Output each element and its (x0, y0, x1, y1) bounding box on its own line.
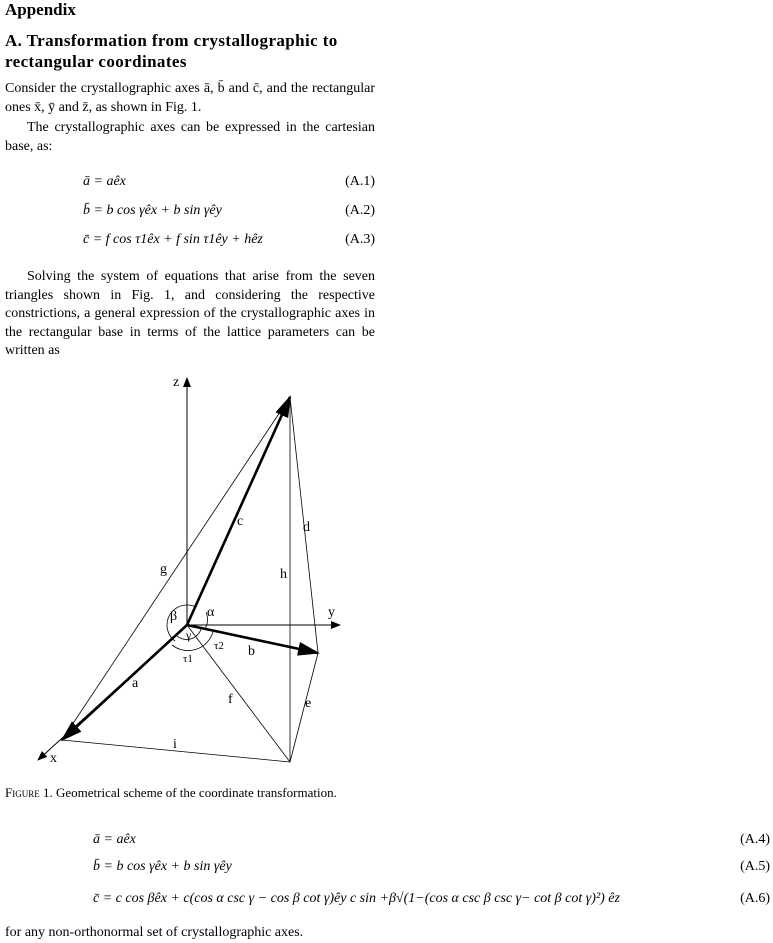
label-tau1: τ1 (183, 653, 193, 665)
label-h: h (280, 567, 287, 582)
equation-number: (A.5) (740, 859, 770, 874)
closing-text: for any non-orthonormal set of crystallographic axes. (5, 925, 304, 940)
paragraph-cartesian: The crystallographic axes can be expressed in the cartesian base, as: (5, 120, 375, 154)
figure-labels (50, 375, 335, 766)
paragraph-solving: Solving the system of equations that arise from the seven triangles shown in Fig. 1, and considering the respective constrictions, a general expression of the crystallographic axes in the rectangular base in terms of the lattice parameters can be written as (5, 269, 375, 358)
geometry-figure (0, 365, 380, 775)
caption-text: Geometrical scheme of the coordinate transformation. (55, 785, 337, 800)
equation-number: (A.2) (345, 203, 375, 218)
equation-expr: c̄ = f cos τ1êx + f sin τ1êy + hêz (83, 232, 263, 247)
paragraph-intro: Consider the crystallographic axes ā, b̄ and c̄, and the rectangular ones x̄, ȳ and z̄, as shown in Fig. 1. (5, 81, 375, 115)
label-tau2: τ2 (214, 640, 224, 652)
label-alpha: α (207, 605, 215, 620)
label-b: b (248, 644, 255, 659)
figure-caption (5, 785, 337, 801)
label-f: f (228, 692, 233, 707)
label-gamma: γ (186, 628, 192, 642)
label-g: g (160, 562, 167, 577)
edge-f (187, 625, 290, 762)
equation-number: (A.6) (740, 891, 770, 906)
vector-c (187, 397, 290, 625)
edge-g (62, 397, 290, 740)
equation-a6 (93, 891, 770, 907)
label-y: y (328, 605, 335, 620)
equation-a1 (83, 174, 375, 190)
edge-e (290, 653, 318, 762)
equation-number: (A.3) (345, 232, 375, 247)
equation-a3 (83, 232, 375, 248)
equation-expr: b̄ = b cos γêx + b sin γêy (83, 203, 222, 218)
label-a: a (132, 676, 139, 691)
axes (38, 378, 340, 760)
label-x: x (50, 751, 57, 766)
equation-a5 (93, 859, 770, 875)
equation-number: (A.1) (345, 174, 375, 189)
vector-a (62, 625, 187, 740)
appendix-heading: Appendix (5, 0, 76, 19)
caption-label: Figure 1. (5, 785, 53, 800)
equation-a2 (83, 203, 375, 219)
equation-expr: c̄ = c cos βêx + c(cos α csc γ − cos β cot γ)êy c sin +β√(1−(cos α csc β csc γ− cot β cot γ)²) êz (93, 891, 620, 906)
label-d: d (303, 520, 310, 535)
equation-a4 (93, 832, 770, 848)
equation-expr: ā = aêx (83, 174, 126, 189)
equation-expr: b̄ = b cos γêx + b sin γêy (93, 859, 232, 874)
label-z: z (173, 375, 180, 390)
label-e: e (305, 696, 312, 711)
label-c: c (237, 514, 244, 529)
section-title: A. Transformation from crystallographic to rectangular coordinates (5, 31, 338, 71)
equation-expr: ā = aêx (93, 832, 136, 847)
label-i: i (173, 737, 177, 752)
label-beta: β (170, 609, 178, 624)
equation-number: (A.4) (740, 832, 770, 847)
